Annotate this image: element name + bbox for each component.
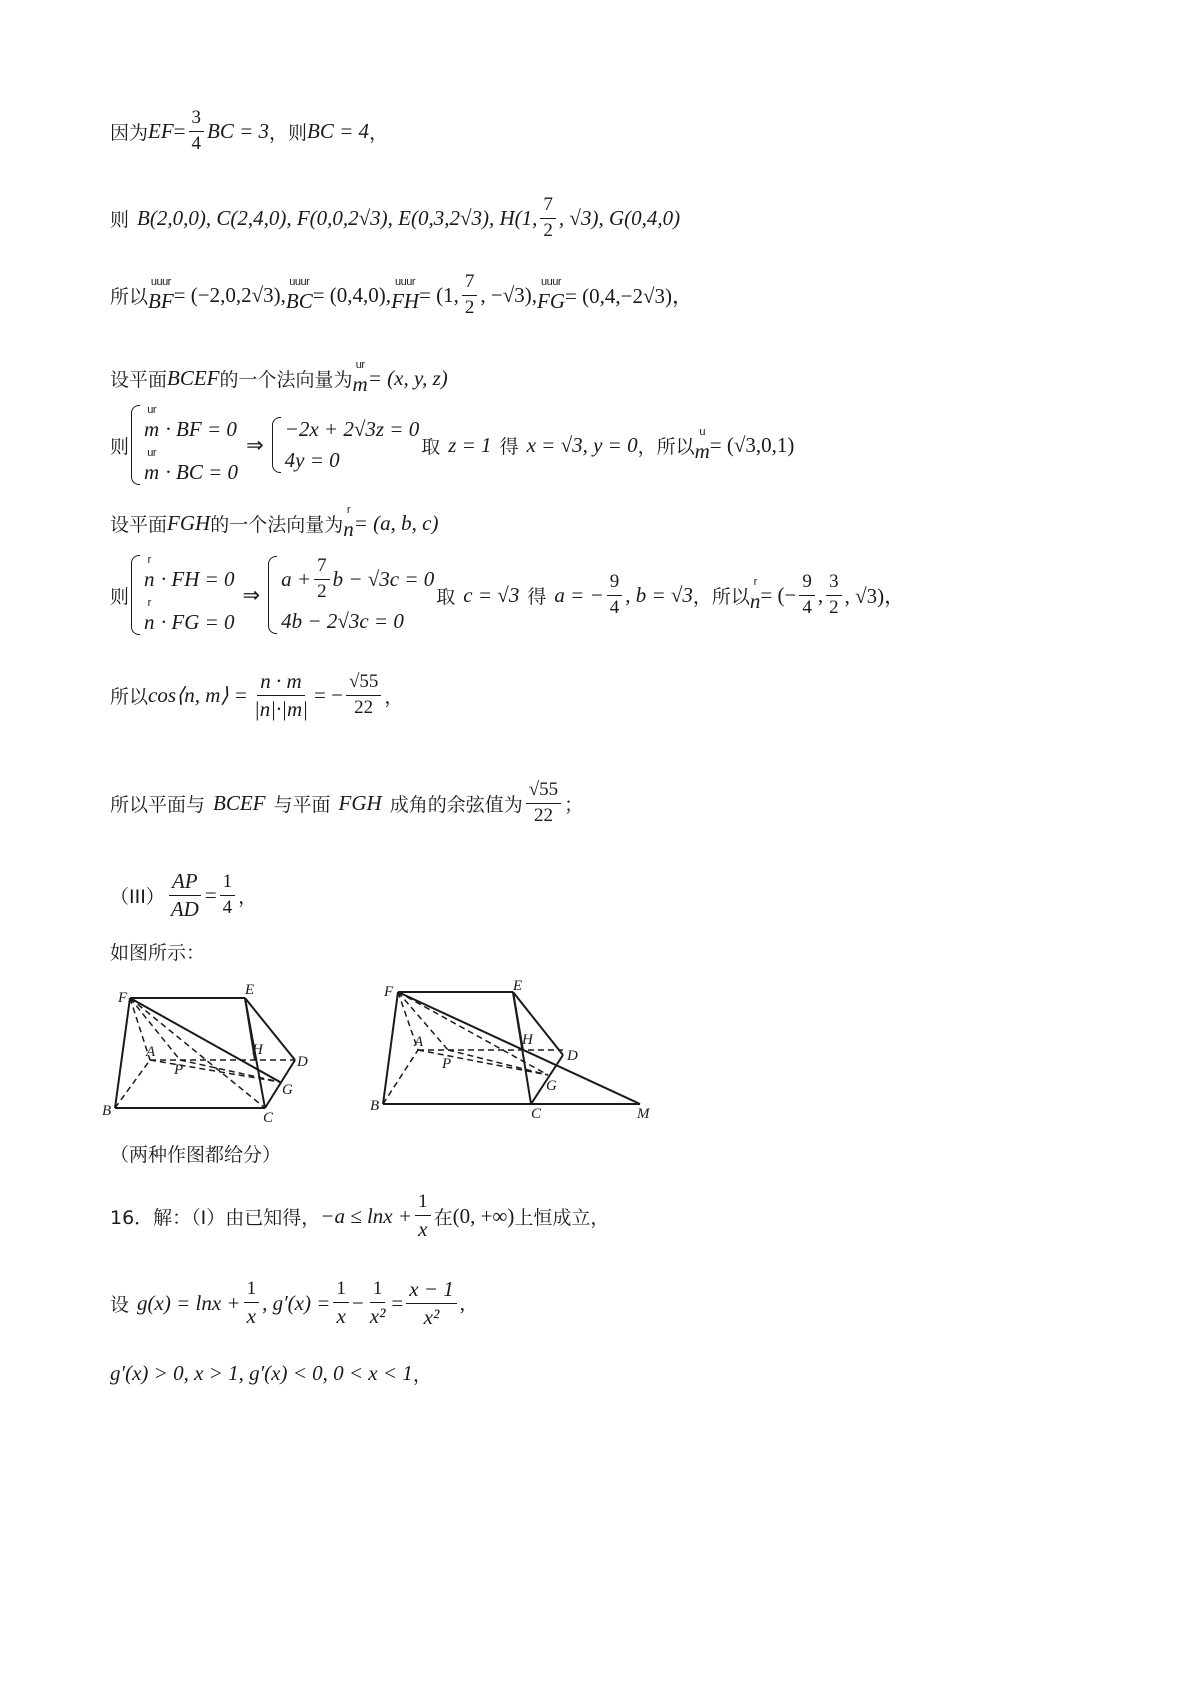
svg-text:C: C	[531, 1106, 542, 1122]
figure-1	[115, 998, 295, 1108]
line-2: 则 B(2,0,0), C(2,4,0), F(0,0,2√3), E(0,3,2√3), H(1, $\frac{7}{2}$ , √3), G(0,4,0)	[110, 194, 681, 241]
vector-m: u m	[694, 425, 710, 463]
line-11: 如图所示：	[110, 942, 206, 964]
line-5: 则 ur m · BF = 0 ur m · BC = 0 ⇒ −2x + 2√3z = 0 4y = 0 取 z = 1 得 x = √3, y = 0 ，所以 u m = (√3,0,1)	[110, 404, 795, 484]
svg-text:F: F	[118, 990, 128, 1006]
fraction: $\frac{n \cdot m}{|n|\cdot|m|}$	[253, 669, 308, 722]
svg-text:G: G	[282, 1082, 293, 1098]
line-6: 设平面 FGH 的一个法向量为 r n = (a, b, c)	[110, 504, 439, 541]
line-4: 设平面 BCEF 的一个法向量为 ur m = (x, y, z)	[110, 359, 448, 396]
system-brace: ur m · BF = 0 ur m · BC = 0	[131, 405, 238, 485]
vector-fg: uuur FG	[537, 275, 566, 313]
fraction: $\frac{1}{4}$	[220, 872, 236, 919]
fraction: $\frac{9}{4}$	[607, 572, 623, 619]
svg-text:D: D	[297, 1054, 308, 1070]
vector-n: r n	[343, 504, 354, 541]
fraction: $\frac{√55}{22}$	[526, 780, 561, 827]
svg-text:A: A	[146, 1044, 156, 1060]
line-3: 所以 uuur BF = (−2,0,2√3), uuur BC = (0,4,0), uuur FH = (1, $\frac{7}{2}$ , −√3), uuur FG = (0,4,−2√3)，	[110, 271, 693, 318]
line-12: （两种作图都给分）	[110, 1144, 282, 1166]
line-10: （III） $\frac{AP}{AD}$ = $\frac{1}{4}$ ，	[110, 869, 258, 922]
figure-2-labels	[370, 980, 651, 1122]
svg-text:M: M	[637, 1106, 650, 1122]
svg-text:E: E	[245, 982, 255, 998]
fraction: $\frac{√55}{22}$	[346, 672, 381, 719]
fraction: $\frac{x - 1}{\text{x²}}$	[406, 1278, 457, 1329]
svg-text:B: B	[370, 1098, 380, 1114]
line-9: 所以平面与 BCEF 与平面 FGH 成角的余弦值为 $\frac{√55}{22}$ ；	[110, 779, 584, 826]
vector-m: ur m	[352, 359, 368, 396]
line-13: 16．解：（Ⅰ）由已知得， −a ≤ lnx + $\frac{1}{x}$ 在 (0, +∞) 上恒成立，	[110, 1191, 610, 1241]
svg-text:H: H	[522, 1032, 533, 1048]
svg-text:A: A	[414, 1034, 424, 1050]
line-1: 因为 EF = $\frac{3}{4}$ BC = 3 ，则 BC = 4 ，	[110, 107, 389, 154]
line-7: 则 r n · FH = 0 r n · FG = 0 ⇒ a + $\frac{7}{2}$ b − √3c = 0 4b − 2√3c = 0 取 c = √3 得 a = − $\frac{9}{4}$ , b = √3 ，所以 r n = (− $\frac{9}{4}$ , $\frac{3}{2}$ , √3)，	[110, 554, 906, 634]
system-brace: r n · FH = 0 r n · FG = 0	[131, 555, 235, 635]
svg-text:P: P	[174, 1062, 184, 1078]
fraction: $\frac{7}{2}$	[540, 195, 556, 242]
line-14: 设 g(x) = lnx + $\frac{1}{x}$ , g′(x) = $\frac{1}{x}$ − $\frac{1}{\text{x²}}$ = $\frac{x - 1}{\text{x²}}$ ,	[110, 1277, 465, 1330]
fraction: $\frac{9}{4}$	[799, 572, 815, 619]
system-brace: a + $\frac{7}{2}$ b − √3c = 0 4b − 2√3c = 0	[268, 556, 434, 634]
fraction: $\frac{1}{x}$	[415, 1192, 431, 1241]
svg-text:E: E	[513, 980, 523, 994]
svg-text:C: C	[263, 1110, 274, 1126]
vector-bf: uuur BF	[148, 275, 174, 313]
svg-text:B: B	[102, 1103, 112, 1119]
fraction: $\frac{3}{2}$	[826, 572, 842, 619]
geometry-figures	[100, 980, 740, 1140]
line-8: 所以 cos⟨n, m⟩ = $\frac{n \cdot m}{|n|\cdot|m|}$ = − $\frac{√55}{22}$ ，	[110, 669, 404, 722]
fraction: $\frac{1}{\text{x²}}$	[369, 1278, 386, 1328]
fraction: $\frac{7}{2}$	[462, 272, 478, 319]
line-15: g′(x) > 0, x > 1, g′(x) < 0, 0 < x < 1 ，	[110, 1361, 432, 1386]
svg-text:F: F	[384, 984, 394, 1000]
svg-text:D: D	[567, 1048, 578, 1064]
fraction: $\frac{3}{4}$	[189, 108, 205, 155]
svg-text:P: P	[442, 1056, 452, 1072]
svg-text:G: G	[546, 1078, 557, 1094]
vector-bc: uuur BC	[285, 275, 313, 313]
system-brace: −2x + 2√3z = 0 4y = 0	[272, 417, 420, 473]
vector-fh: uuur FH	[391, 275, 420, 313]
vector-n: r n	[749, 575, 761, 613]
fraction: $\frac{AP}{AD}$	[170, 869, 199, 922]
fraction: $\frac{1}{x}$	[333, 1279, 349, 1328]
figure-1-labels	[102, 982, 308, 1126]
svg-text:H: H	[252, 1042, 263, 1058]
fraction: $\frac{1}{x}$	[244, 1279, 260, 1328]
